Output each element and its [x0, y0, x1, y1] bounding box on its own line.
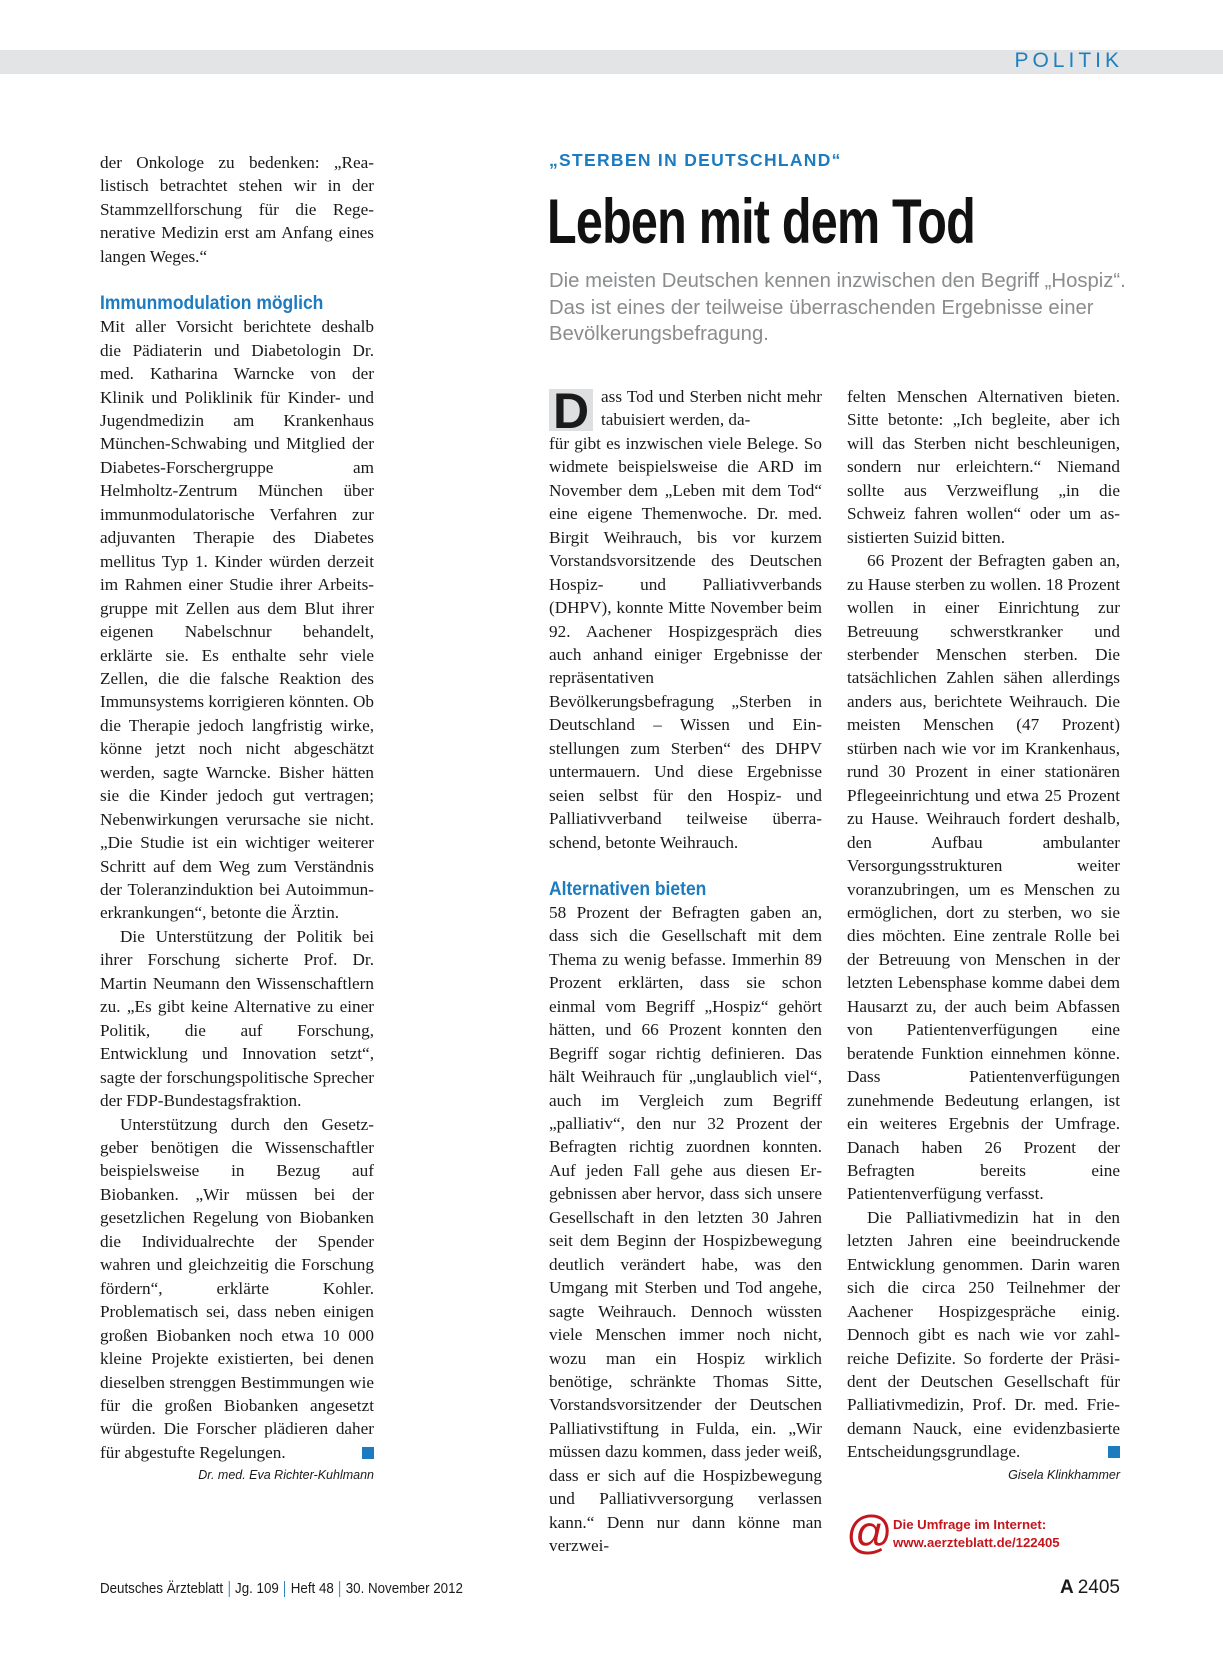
page-footer	[100, 1581, 463, 1597]
left-intro-paragraph: der Onkologe zu bedenken: „Realistisch betrachtet stehen wir in der Stammzellforschung für die Regenerative Medizin erst am Anfang eines langen Weges.“	[100, 153, 374, 266]
web-link-box[interactable]	[846, 1506, 1106, 1558]
web-link-url[interactable]: www.aerzteblatt.de/122405	[893, 1535, 1060, 1550]
left-paragraph-3: Unterstützung durch den Gesetzgeber benötigen die Wissenschaftler beispielsweise in Bezug auf Biobanken. „Wir müssen bei der gesetzlichen Regelung von Biobanken die Individualrechte der Spender wahren und gleichzeitig die Forschung fördern“, erklärte Kohler. Problematisch sei, dass neben einigen großen Biobanken noch etwa 10 000 kleine Projekte existierten, bei denen dieselben strenggen Bestimmungen wie für die großen Biobanken angesetzt würden. Die Forscher plädieren daher für abgestufte Regelungen.	[100, 1114, 374, 1462]
web-link-label: Die Umfrage im Internet:	[893, 1517, 1047, 1532]
article-author: Gisela Klinkhammer	[1008, 1467, 1120, 1482]
spacer	[549, 854, 822, 877]
left-paragraph-2: Die Unterstützung der Politik bei ihrer Forschung sicherte Prof. Dr. Martin Neumann den Wissenschaftlern zu. „Es gibt keine Alternative zu einer Politik, die auf Forschung, Entwicklung und Innovation setzt“, sagte der forschungspolitische Sprecher der FDP-Bundestagsfraktion.	[100, 926, 374, 1111]
right-paragraph-3: Die Palliativmedizin hat in den letzten Jahren eine beeindruckende Entwicklung genommen. Darin waren sich die circa 250 Teilnehmer der Aachener Hospizgespräche einig. Dennoch gibt es nach wie vor zahlreiche Defizite. So forderte der Präsident der Deutschen Gesellschaft für Palliativmedizin, Prof. Dr. med. Friedemann Nauck, eine evidenzbasierte Entscheidungsgrundlage.	[847, 1207, 1120, 1462]
page-number-value: 2405	[1077, 1577, 1120, 1598]
lead-paragraph: für gibt es inzwischen viele Belege. So widmete beispielsweise die ARD im November dem „Leben mit dem Tod“ eine eigene Themenwoche. Dr. med. Birgit Weihrauch, bis vor kurzem Vorstandsvorsitzende des Deutschen Hospiz- und Palliativverbands (DHPV), konnte Mitte November beim 92. Aachener Hospizgespräch dies auch anhand einiger Ergebnisse der repräsentativen Bevölkerungsbefragung „Sterben in Deutschland – Wissen und Einstellungen zum Sterben“ des DHPV untermauern. Und diese Ergebnisse seien selbst für den Hospiz- und Palliativverband teilweise überraschend, betonte Weihrauch.	[549, 433, 822, 852]
drop-cap	[549, 383, 593, 439]
spacer	[100, 268, 374, 291]
middle-paragraph-2: 58 Prozent der Befragten gaben an, dass sich die Gesellschaft mit dem Thema zu wenig befasse. Immerhin 89 Prozent erklärten, dass sie schon einmal vom Begriff „Hospiz“ gehört hätten, und 66 Prozent konnten den Begriff sogar richtig definieren. Das hält Weihrauch für „unglaublich viel“, auch im Vergleich zum Begriff „palliativ“, den nur 32 Prozent der Befragten richtig zuordnen konnten. Auf jeden Fall gehe aus diesen Ergebnissen aber hervor, dass sich unsere Gesellschaft in den letzten 30 Jahren seit dem Beginn der Hospizbewegung deutlich verändert habe, was den Umgang mit Sterben und Tod angehe, sagte Weihrauch. Dennoch wüssten viele Menschen immer noch nicht, wozu man ein Hospiz wirklich benötige, schränkte Thomas Sitte, Vorstandsvorsitzender der Deutschen Palliativstiftung in Fulda, ein. „Wir müssen dazu kommen, dass jeder weiß, dass er sich auf die Hospizbewegung und Palliativversorgung verlassen kann.“ Denn nur dann könne man verzwei-	[549, 902, 822, 1556]
left-paragraph-1: Mit aller Vorsicht berichtete deshalb die Pädiaterin und Diabetologin Dr. med. Katharina Warncke von der Klinik und Poliklinik für Kinder- und Jugendmedizin am Krankenhaus München-Schwabing und Mitglied der Diabetes-Forschergruppe am Helmholtz-Zentrum München über immunmodulatorische Verfahren zur adjuvanten Therapie des Diabetes mellitus Typ 1. Kinder würden derzeit im Rahmen einer Studie ihrer Arbeitsgruppe mit Zellen aus dem Blut ihrer eigenen Nabelschnur behandelt, erklärte sie. Es enthalte sehr viele Zellen, die die falsche Reaktion des Immunsystems korrigieren könnten. Ob die Therapie jedoch langfristig wirke, könne jetzt noch nicht abgeschätzt werden, sagte Warncke. Bisher hätten sie die Kinder jedoch gut vertragen; Nebenwirkungen verursache sie nicht. „Die Studie ist ein wichtiger weiterer Schritt auf dem Weg zum Verständnis der Toleranzinduktion bei Autoimmunerkrankungen“, betonte die Ärztin.	[100, 317, 375, 923]
footer-issue: Heft 48	[290, 1581, 334, 1597]
footer-divider	[339, 1581, 340, 1597]
article-teaser: Die meisten Deutschen kennen inzwischen den Begriff „Hospiz“. Das ist eines der teilweise überraschenden Ergebnisse einer Bevölkerungsbefragung.	[549, 270, 1126, 345]
left-column	[100, 151, 374, 1486]
lead-paragraph-start: ass Tod und Sterben nicht mehr tabuisiert werden, da-	[601, 387, 822, 430]
article-end-marker	[362, 1447, 374, 1459]
right-paragraph-1: felten Menschen Alternativen bieten. Sitte betonte: „Ich begleite, aber ich will das Sterben nicht beschleunigen, sondern nur erleichtern.“ Niemand sollte aus Verzweiflung „in die Schweiz fahren wollen“ oder um assistierten Suizid bitten.	[847, 387, 1120, 547]
right-column	[847, 385, 1120, 1486]
web-link-text[interactable]	[893, 1516, 1060, 1552]
footer-divider	[284, 1581, 285, 1597]
footer-date: 30. November 2012	[345, 1581, 463, 1597]
right-paragraph-2: 66 Prozent der Befragten gaben an, zu Hause sterben zu wollen. 18 Prozent wollen in einer Einrichtung zur Betreuung schwerstkranker und sterbender Menschen sterben. Die tatsächlichen Zahlen sähen allerdings anders aus, berichtete Weihrauch. Die meisten Menschen (47 Prozent) stürben nach wie vor im Krankenhaus, rund 30 Prozent in einer stationären Pflegeeinrichtung und etwa 25 Prozent zu Hause. Weihrauch fordert deshalb, den Aufbau ambulanter Versorgungsstrukturen weiter voranzubringen, um es Menschen zu ermöglichen, dort zu sterben, wo sie dies möchten. Eine zentrale Rolle bei der Betreuung von Menschen in der letzten Lebensphase komme dabei dem Hausarzt zu, der auch beim Abfassen von Patientenverfügungen eine beratende Funktion einnehmen könne. Dass Patientenverfügungen zunehmende Bedeutung erlangen, ist ein weiteres Ergebnis der Umfrage. Danach haben 26 Prozent der Befragten bereits eine Patientenverfügung verfasst.	[847, 551, 1120, 1204]
footer-journal: Deutsches Ärzteblatt	[100, 1581, 224, 1597]
section-label: POLITIK	[1014, 49, 1123, 72]
article-end-marker	[1108, 1446, 1120, 1458]
article-kicker: „STERBEN IN DEUTSCHLAND“	[549, 150, 842, 170]
middle-column	[549, 385, 822, 1558]
footer-volume: Jg. 109	[235, 1581, 279, 1597]
left-author: Dr. med. Eva Richter-Kuhlmann	[198, 1468, 374, 1483]
at-sign-icon: @	[846, 1506, 893, 1558]
subheading-immunmodulation: Immunmodulation möglich	[100, 292, 324, 314]
page-number	[1060, 1577, 1120, 1599]
article-headline: Leben mit dem Tod	[547, 187, 976, 257]
footer-divider	[229, 1581, 230, 1597]
drop-cap-letter: D	[552, 383, 590, 439]
subheading-alternativen: Alternativen bieten	[549, 878, 707, 900]
page-prefix: A	[1059, 1577, 1074, 1598]
